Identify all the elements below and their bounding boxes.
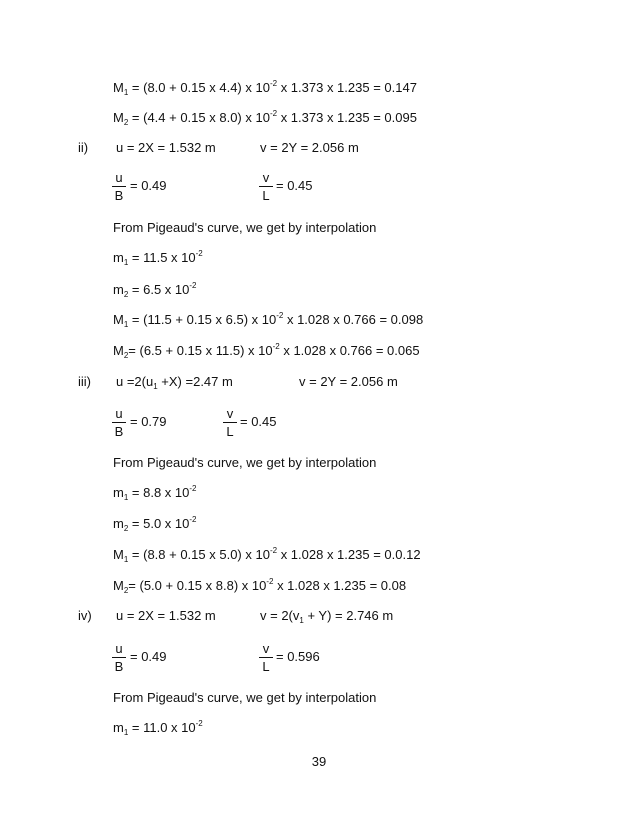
m1-equation-iii: $m_1 = 8.8$ x $10^{-2}$ [113, 484, 197, 502]
case-label-iii: iii) [78, 374, 91, 389]
fraction-v-over-L-iii: v L [223, 406, 237, 439]
u-equation-iii: $u =2(u_1 +X) =2.47$ m [116, 374, 233, 391]
fraction-value-v-L-iii: = 0.45 [240, 414, 277, 429]
v-equation-ii: v = 2Y = 2.056 m [260, 140, 359, 155]
fraction-value-u-B-iii: = 0.79 [130, 414, 167, 429]
equation-M2-case1: $M_2 = (4.4 + 0.15$ x 8.0) x $10^{-2}$ x 1.373 x 1.235 = 0.095 [113, 109, 417, 127]
v-equation-iv: $v = 2(v_1 + Y) = 2.746$ m [260, 608, 394, 625]
fraction-v-over-L-ii: v L [259, 170, 273, 203]
equation-M2-iii: $M_2= (5.0 + 0.15$ x 8.8) x $10^{-2}$ x 1.028 x 1.235 = 0.08 [113, 577, 407, 595]
fraction-v-over-L-iv: v L [259, 641, 273, 674]
pigeaud-text-iv: From Pigeaud's curve, we get by interpolation [113, 690, 377, 705]
m1-equation-iv: $m_1 = 11.0$ x $10^{-2}$ [113, 719, 203, 737]
pigeaud-text-ii: From Pigeaud's curve, we get by interpolation [113, 220, 377, 235]
fraction-u-over-B-iv: u B [112, 641, 126, 674]
case-label-iv: iv) [78, 608, 92, 623]
m2-equation-iii: $m_2 = 5.0$ x $10^{-2}$ [113, 515, 197, 533]
u-equation-ii: u = 2X = 1.532 m [116, 140, 216, 155]
u-equation-iv: u = 2X = 1.532 m [116, 608, 216, 623]
m2-equation-ii: $m_2 = 6.5$ x $10^{-2}$ [113, 281, 197, 299]
v-equation-iii: v = 2Y = 2.056 m [299, 374, 398, 389]
page-number: 39 [311, 754, 327, 769]
equation-M1-ii: $M_1 = (11.5 + 0.15$ x 6.5) x $10^{-2}$ x 1.028 x 0.766 = 0.098 [113, 311, 424, 329]
equation-M1-iii: $M_1 = (8.8 + 0.15$ x 5.0) x $10^{-2}$ x 1.028 x 1.235 = 0.0.12 [113, 546, 421, 564]
fraction-value-v-L-ii: = 0.45 [276, 178, 313, 193]
case-label-ii: ii) [78, 140, 89, 155]
fraction-u-over-B-iii: u B [112, 406, 126, 439]
fraction-value-u-B-iv: = 0.49 [130, 649, 167, 664]
equation-M1-case1: $M_1 = (8.0 + 0.15$ x 4.4) x $10^{-2}$ x 1.373 x 1.235 = 0.147 [113, 79, 417, 97]
equation-M2-ii: $M_2= (6.5 + 0.15$ x 11.5) x $10^{-2}$ x 1.028 x 0.766 = 0.065 [113, 342, 420, 360]
fraction-u-over-B-ii: u B [112, 170, 126, 203]
fraction-value-v-L-iv: = 0.596 [276, 649, 320, 664]
m1-equation-ii: $m_1 = 11.5$ x $10^{-2}$ [113, 249, 203, 267]
fraction-value-u-B-ii: = 0.49 [130, 178, 167, 193]
pigeaud-text-iii: From Pigeaud's curve, we get by interpolation [113, 455, 377, 470]
